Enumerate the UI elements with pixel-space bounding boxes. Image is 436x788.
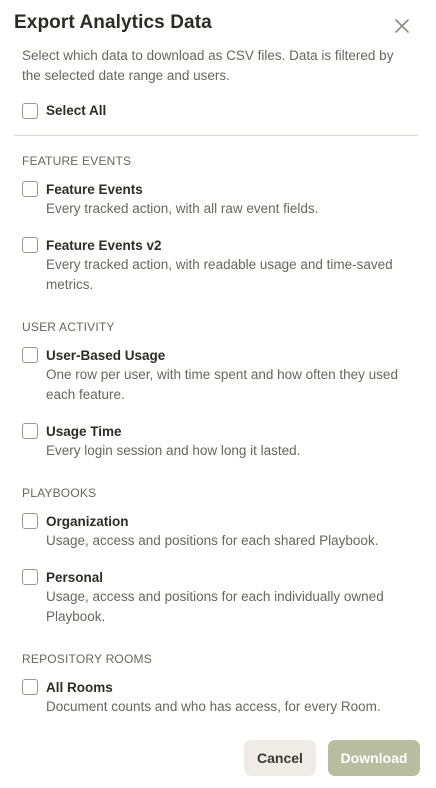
checkbox-usage-time[interactable] — [22, 423, 38, 439]
checkbox-personal[interactable] — [22, 569, 38, 585]
option-label-all-rooms[interactable]: All Rooms — [46, 680, 113, 695]
option-description-organization: Usage, access and positions for each shared Playbook. — [46, 533, 379, 548]
option-label-feature-events-v2[interactable]: Feature Events v2 — [46, 238, 162, 253]
section-heading-repository-rooms: REPOSITORY ROOMS — [22, 652, 152, 666]
option-label-user-based-usage[interactable]: User-Based Usage — [46, 348, 166, 363]
close-button[interactable] — [391, 15, 413, 37]
option-label-organization[interactable]: Organization — [46, 514, 129, 529]
close-icon — [395, 19, 409, 33]
option-label-personal[interactable]: Personal — [46, 570, 104, 585]
select-all-label[interactable]: Select All — [46, 103, 107, 118]
option-description-feature-events-v2: Every tracked action, with readable usage and time-saved metrics. — [46, 257, 393, 292]
option-description-all-rooms: Document counts and who has access, for every Room. — [46, 699, 381, 714]
option-description-personal: Usage, access and positions for each individually owned Playbook. — [46, 589, 384, 624]
section-heading-playbooks: PLAYBOOKS — [22, 486, 97, 500]
select-all-checkbox[interactable] — [22, 103, 38, 119]
divider — [14, 135, 418, 136]
section-heading-user-activity: USER ACTIVITY — [22, 320, 115, 334]
checkbox-organization[interactable] — [22, 513, 38, 529]
checkbox-feature-events-v2[interactable] — [22, 237, 38, 253]
dialog-intro: Select which data to download as CSV files. Data is filtered by the selected date range and users. — [22, 48, 394, 83]
option-description-user-based-usage: One row per user, with time spent and how often they used each feature. — [46, 367, 398, 402]
checkbox-user-based-usage[interactable] — [22, 347, 38, 363]
cancel-button[interactable]: Cancel — [244, 740, 316, 776]
option-label-usage-time[interactable]: Usage Time — [46, 424, 122, 439]
option-description-feature-events: Every tracked action, with all raw event fields. — [46, 201, 319, 216]
download-button[interactable]: Download — [328, 740, 420, 776]
option-label-feature-events[interactable]: Feature Events — [46, 182, 143, 197]
section-heading-feature-events: FEATURE EVENTS — [22, 154, 132, 168]
checkbox-feature-events[interactable] — [22, 181, 38, 197]
option-description-usage-time: Every login session and how long it lasted. — [46, 443, 301, 458]
checkbox-all-rooms[interactable] — [22, 679, 38, 695]
dialog-title: Export Analytics Data — [14, 12, 212, 33]
